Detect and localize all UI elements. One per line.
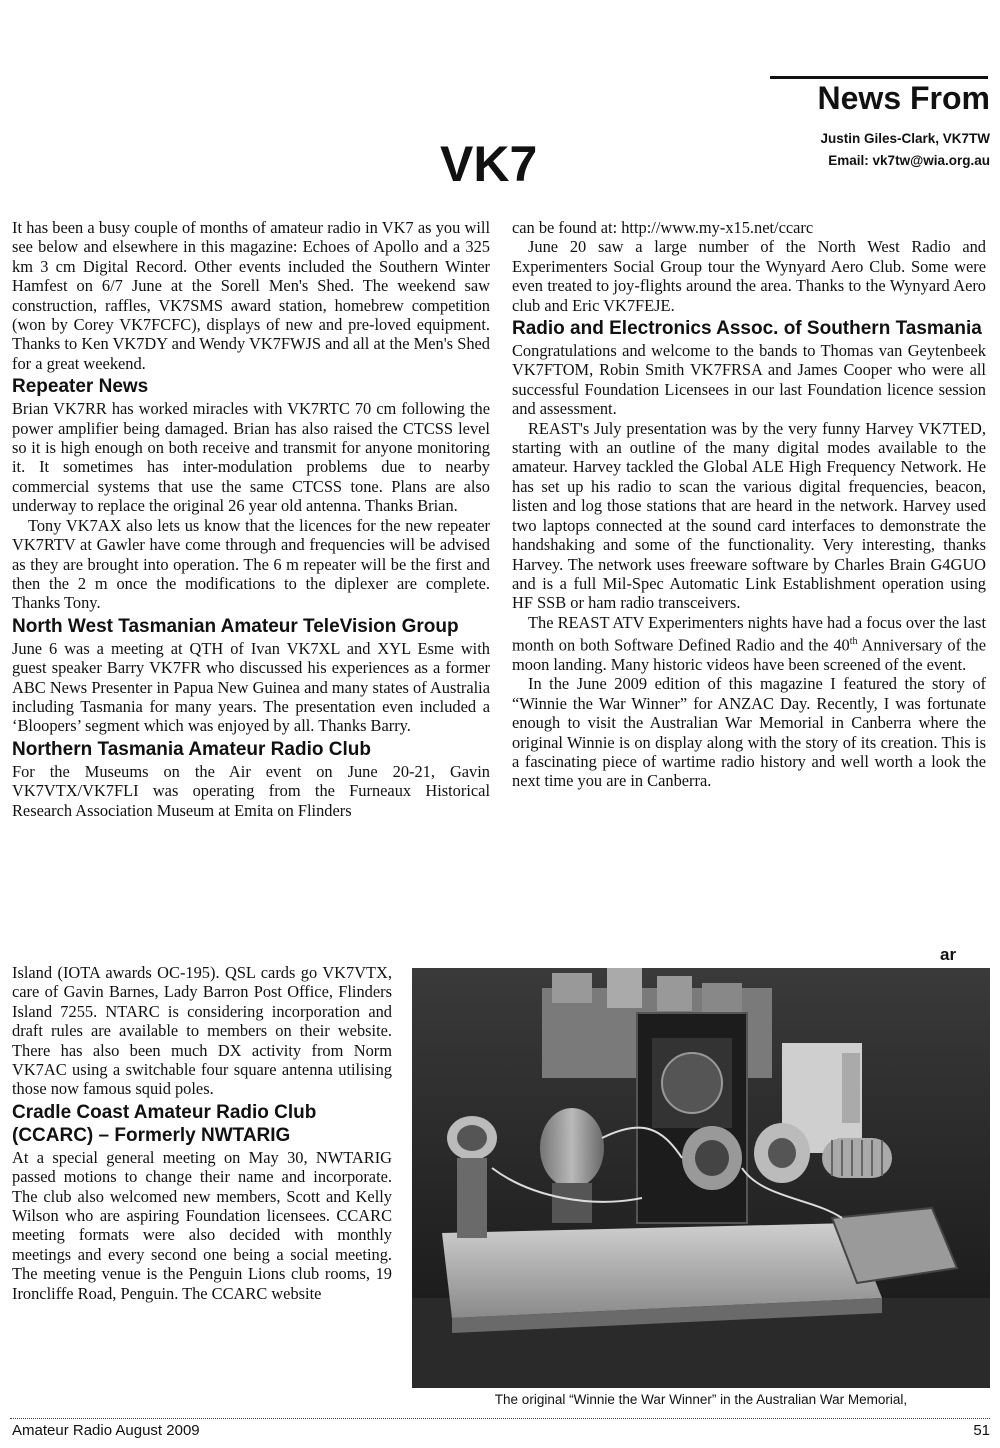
footer-publication: Amateur Radio August 2009	[12, 1422, 200, 1439]
ccarc-heading: Cradle Coast Amateur Radio Club (CCARC) – Formerly NWTARIG	[12, 1101, 317, 1146]
author-email: Email: vk7tw@wia.org.au	[828, 153, 990, 168]
intro-paragraph: It has been a busy couple of months of amateur radio in VK7 as you will see below and elsewhere in this magazine: Echoes of Apollo and a 325 km 3 cm Digital Record. Other events included the Southern Winter Hamfest on 6/7 June at the Sorell Men's Shed. The weekend saw construction, raffles, VK7SMS award station, homebrew competition (won by Corey VK7FCFC), displays of new and pre-loved equipment. Thanks to Ken VK7DY and Wendy VK7FWJS and all at the Men's Shed for a great weekend.	[12, 218, 490, 373]
footer-rule	[10, 1418, 990, 1420]
nwtatv-heading: North West Tasmanian Amateur TeleVision Group	[12, 615, 459, 637]
ccarc-paragraph-2: June 20 saw a large number of the North West Radio and Experimenters Social Group tour the Wynyard Aero Club. Some were even treated to joy-flights around the area. Thanks to the Wynyard Aero club and Eric VK7FEJE.	[512, 237, 986, 315]
header-rule	[770, 76, 988, 79]
section-title: News From	[817, 80, 990, 116]
ntarc-paragraph: For the Museums on the Air event on June 20-21, Gavin VK7VTX/VK7FLI was operating from the Furneaux Historical Research Association Museum at Emita on Flinders	[12, 761, 490, 820]
left-wrapped-column	[12, 963, 392, 1303]
page-number: 51	[973, 1422, 990, 1439]
region-title: VK7	[440, 136, 538, 192]
left-column	[12, 218, 490, 820]
reast-paragraph-4: In the June 2009 edition of this magazine I featured the story of “Winnie the War Winner” for ANZAC Day. Recently, I was fortunate enough to visit the Australian War Memorial in Canberra where the original Winnie is on display along with the story of its creation. This is a fascinating piece of wartime radio history and well worth a look the next time you are in Canberra.	[512, 674, 986, 791]
reast-p3-b: Anniversary of the moon landing. Many historic videos have been screened of the event.	[512, 635, 986, 674]
reast-heading: Radio and Electronics Assoc. of Southern Tasmania	[512, 318, 982, 340]
reast-paragraph-3	[512, 613, 986, 675]
photo-caption: The original “Winnie the War Winner” in the Australian War Memorial,	[494, 1392, 908, 1407]
author-block	[700, 128, 990, 172]
ntarc-heading: Northern Tasmania Amateur Radio Club	[12, 738, 371, 760]
right-column	[512, 218, 986, 791]
ccarc-paragraph: At a special general meeting on May 30, NWTARIG passed motions to change their name and incorporate. The club also welcomed new members, Scott and Kelly Wilson who are aspiring Foundation licensees. CCARC meeting formats were also decided with monthly meetings and every second one being a social meeting. The meeting venue is the Penguin Lions club rooms, 19 Ironcliffe Road, Penguin. The CCARC website	[12, 1147, 392, 1303]
reast-paragraph-2: REAST's July presentation was by the very funny Harvey VK7TED, starting with an outline of the many digital modes available to the amateur. Harvey tackled the Global ALE High Frequency Network. He has set up his radio to scan the various digital frequencies, beacon, listen and log those stations that are heard in the network. Harvey used two laptops connected at the sound card interfaces to demonstrate the handshaking and some of the functionality. Very interesting, thanks Harvey. The network uses freeware software by Charles Brain G4GUO and is a full Mil-Spec Automatic Link Establishment operation using HF SSB or ham radio transceivers.	[512, 418, 986, 613]
repeater-paragraph-1: Brian VK7RR has worked miracles with VK7RTC 70 cm following the power amplifier being damaged. Brian has also raised the CTCSS level so it is high enough on both receive and transmit for anyone monitoring it. It sometimes has inter-modulation problems due to nearby commercial systems that use the same CTCSS tone. Plans are also underway to replace the original 26 year old antenna. Thanks Brian.	[12, 399, 490, 516]
ccarc-website: can be found at: http://www.my-x15.net/ccarc	[512, 218, 814, 237]
author-name: Justin Giles-Clark, VK7TW	[820, 131, 990, 146]
winnie-photo	[412, 968, 990, 1388]
repeater-paragraph-2: Tony VK7AX also lets us know that the licences for the new repeater VK7RTV at Gawler have come through and frequencies will be advised as they are brought into operation. The 6 m repeater will be the first and then the 2 m once the modifications to the diplexer are complete. Thanks Tony.	[12, 515, 490, 613]
winnie-photo-illustration	[412, 968, 990, 1388]
reast-p3-a: The REAST ATV Experimenters nights have had a focus over the last month on both Software Defined Radio and the 40	[512, 612, 986, 655]
reast-paragraph-1: Congratulations and welcome to the bands to Thomas van Geytenbeek VK7FTOM, Robin Smith VK7FRSA and James Cooper who were all successful Foundation Licensees in our last Foundation licence session and assessment.	[512, 341, 986, 419]
nwtatv-paragraph: June 6 was a meeting at QTH of Ivan VK7XL and XYL Esme with guest speaker Barry VK7FR who discussed his experiences as a former ABC News Presenter in Papua New Guinea and many states of Australia including Tasmania for many years. The presentation even included a ‘Bloopers’ segment which was enjoyed by all. Thanks Barry.	[12, 638, 490, 736]
reast-p3-sup: th	[849, 636, 858, 648]
ntarc-paragraph-cont: Island (IOTA awards OC-195). QSL cards go VK7VTX, care of Gavin Barnes, Lady Barron Post Office, Flinders Island 7255. NTARC is considering incorporation and draft rules are available to members on their website. There has also been much DX activity from Norm VK7AC using a switchable four square antenna utilising those now famous squid poles.	[12, 963, 392, 1099]
repeater-heading: Repeater News	[12, 376, 149, 398]
end-mark: ar	[940, 945, 957, 964]
